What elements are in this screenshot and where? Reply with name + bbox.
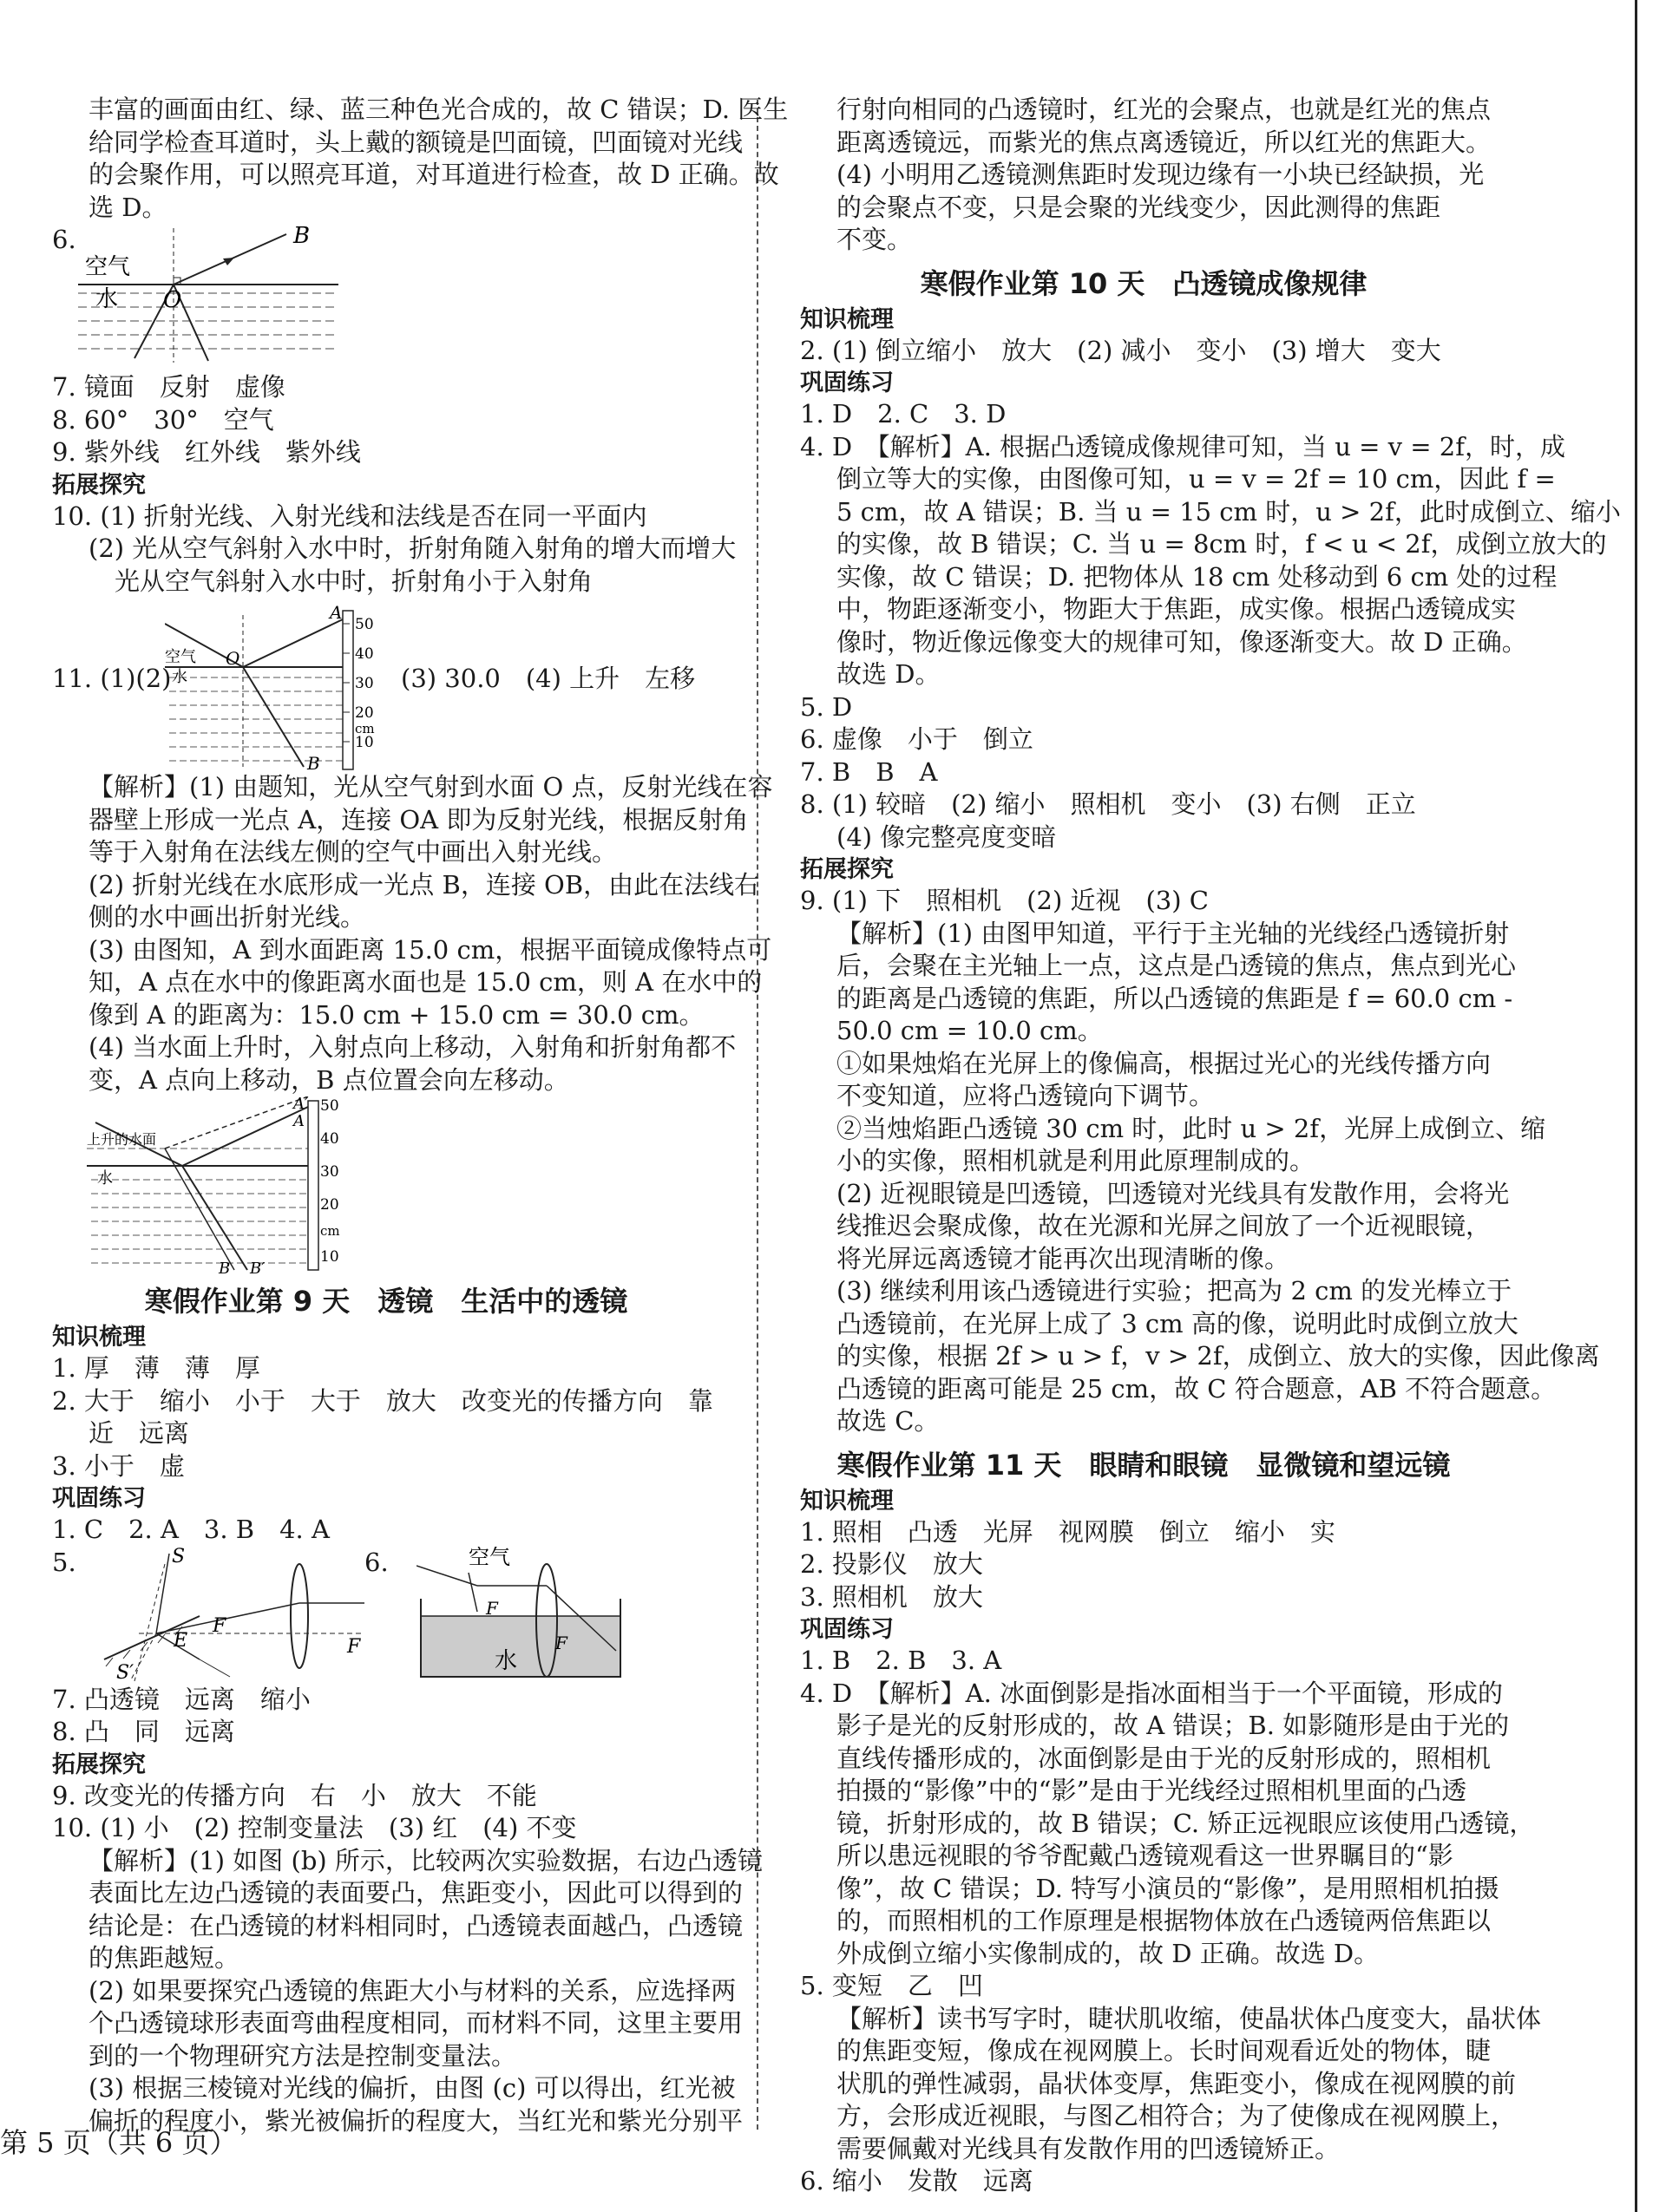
text-line: 行射向相同的凸透镜时，红光的会聚点，也就是红光的焦点 — [836, 95, 1492, 124]
section-heading: 知识梳理 — [800, 305, 894, 333]
focus-right-label: F — [347, 1635, 361, 1658]
answer-line: 3. 小于 虚 — [52, 1450, 185, 1481]
answer-line: 3. 照相机 放大 — [800, 1581, 983, 1612]
analysis-line: 像到 A 的距离为：15.0 cm + 15.0 cm = 30.0 cm。 — [89, 999, 705, 1030]
analysis-line: 【解析】读书写字时，睫状肌收缩，使晶状体凸度变大，晶状体 — [836, 2003, 1542, 2033]
tick-label: 50 — [355, 616, 374, 633]
analysis-line: 【解析】(1) 如图 (b) 所示，比较两次实验数据，右边凸透镜 — [89, 1845, 763, 1875]
air-label: 空气 — [165, 648, 196, 666]
analysis-line: 外成倒立缩小实像制成的，故 D 正确。故选 D。 — [836, 1938, 1380, 1968]
analysis-line: 凸透镜的距离可能是 25 cm，故 C 符合题意，AB 不符合题意。 — [836, 1373, 1557, 1404]
analysis-line: 倒立等大的实像，由图像可知，u = v = 2f = 10 cm，因此 f = — [836, 464, 1556, 494]
answer-line: 9. 紫外线 红外线 紫外线 — [52, 437, 361, 467]
analysis-line: 的实像，故 B 错误；C. 当 u = 8cm 时，f < u < 2f，成倒立放大的 — [836, 529, 1607, 559]
analysis-line: 小的实像，照相机就是利用此原理制成的。 — [836, 1146, 1315, 1175]
answer-line: 2. (1) 倒立缩小 放大 (2) 减小 变小 (3) 增大 变大 — [800, 335, 1441, 365]
text-line: 选 D。 — [89, 192, 167, 222]
answer-line: 7. 凸透镜 远离 缩小 — [52, 1684, 311, 1714]
text-line: 丰富的画面由红、绿、蓝三种色光合成的，故 C 错误；D. 医生 — [89, 95, 789, 124]
analysis-line: 线推迟会聚成像，故在光源和光屏之间放了一个近视眼镜， — [836, 1211, 1492, 1240]
answer-line: 2. 投影仪 放大 — [800, 1549, 983, 1579]
analysis-line: 侧的水中画出折射光线。 — [89, 902, 366, 932]
section-heading: 拓展探究 — [52, 471, 146, 499]
refraction-diagram — [78, 224, 338, 371]
point-e-label: E — [174, 1629, 188, 1652]
analysis-line: 镜，折射形成的，故 B 错误；C. 矫正远视眼应该使用凸透镜， — [836, 1808, 1535, 1838]
point-b-label: B — [307, 753, 320, 771]
tick-label: 40 — [355, 645, 374, 663]
analysis-line: 到的一个物理研究方法是控制变量法。 — [89, 2040, 517, 2071]
q11-diagram — [165, 598, 399, 771]
unit-label: cm — [355, 721, 375, 736]
point-o-label: O — [163, 287, 182, 313]
analysis-line: (4) 当水面上升时，入射点向上移动，入射角和折射角都不 — [89, 1032, 737, 1062]
analysis-line: 需要佩戴对光线具有发散作用的凹透镜矫正。 — [836, 2133, 1341, 2163]
analysis-line: ①如果烛焰在光屏上的像偏高，根据过光心的光线传播方向 — [836, 1048, 1492, 1078]
answer-line: 1. C 2. A 3. B 4. A — [52, 1515, 330, 1544]
answer-line: 1. 照相 凸透 光屏 视网膜 倒立 缩小 实 — [800, 1516, 1335, 1547]
q11-answer-suffix: (3) 30.0 (4) 上升 左移 — [401, 664, 696, 693]
analysis-line: (3) 由图知，A 到水面距离 15.0 cm，根据平面镜成像特点可 — [89, 934, 772, 965]
tick-label: 10 — [355, 734, 374, 751]
analysis-line: 像时，物近像远像变大的规律可知，像逐渐变大。故 D 正确。 — [836, 626, 1527, 657]
point-o-label: O — [226, 648, 240, 669]
day10-title: 寒假作业第 10 天 凸透镜成像规律 — [920, 266, 1368, 300]
analysis-line: 不变知道，应将凸透镜向下调节。 — [836, 1081, 1215, 1110]
q5-q6-figures — [52, 1547, 720, 1684]
water-label: 水 — [172, 668, 187, 686]
analysis-line: 变，A 点向上移动，B 点位置会向左移动。 — [89, 1064, 569, 1095]
point-a-label: A — [293, 1112, 305, 1130]
analysis-line: (3) 根据三棱镜对光线的偏折，由图 (c) 可以得出，红光被 — [89, 2073, 736, 2103]
analysis-line: 偏折的程度小，紫光被偏折的程度大，当红光和紫光分别平 — [89, 2105, 744, 2136]
air-label: 空气 — [85, 254, 131, 280]
answer-line: 9. (1) 下 照相机 (2) 近视 (3) C — [800, 886, 1209, 915]
analysis-line: 将光屏远离透镜才能再次出现清晰的像。 — [836, 1243, 1290, 1273]
point-a-prime-label: A′ — [293, 1096, 309, 1113]
answer-line: 近 远离 — [89, 1418, 190, 1448]
analysis-line: 凸透镜前，在光屏上成了 3 cm 高的像，说明此时成倒立放大 — [836, 1308, 1518, 1338]
tick-label: 20 — [355, 704, 374, 722]
left-column — [52, 94, 789, 2137]
column-divider — [757, 100, 758, 2130]
answer-line: 5. D — [800, 691, 853, 722]
page-edge — [1635, 0, 1637, 2212]
answer-line: 1. D 2. C 3. D — [800, 399, 1007, 429]
answer-line: 2. 大于 缩小 小于 大于 放大 改变光的传播方向 靠 — [52, 1385, 713, 1416]
right-column — [800, 94, 1621, 2198]
text-line: 的会聚作用，可以照亮耳道，对耳道进行检查，故 D 正确。故 — [89, 160, 779, 189]
day9-title: 寒假作业第 9 天 透镜 生活中的透镜 — [144, 1285, 628, 1318]
analysis-line: 器壁上形成一光点 A，连接 OA 即为反射光线，根据反射角 — [89, 804, 749, 834]
q6-lens-diagram — [416, 1547, 642, 1684]
point-b-prime-label: B′ — [250, 1260, 266, 1274]
answer-line: 10. (1) 小 (2) 控制变量法 (3) 红 (4) 不变 — [52, 1813, 577, 1842]
section-heading: 巩固练习 — [52, 1485, 146, 1512]
point-b-label: B — [219, 1260, 231, 1274]
analysis-line: 等于入射角在法线左侧的空气中画出入射光线。 — [89, 837, 618, 867]
page-footer: 第 5 页（共 6 页） — [0, 2126, 238, 2159]
analysis-line: 像”，故 C 错误；D. 特写小演员的“影像”，是用照相机拍摄 — [836, 1873, 1499, 1903]
answer-line: 4. D 【解析】A. 根据凸透镜成像规律可知，当 u = v = 2f，时，成 — [800, 431, 1565, 461]
analysis-line: (2) 如果要探究凸透镜的焦距大小与材料的关系，应选择两 — [89, 1975, 737, 2006]
analysis-line: 直线传播形成的，冰面倒影是由于光的反射形成的，照相机 — [836, 1743, 1492, 1773]
answer-line: 7. B B A — [800, 756, 938, 787]
q5-diagram — [87, 1547, 373, 1684]
text-line: 不变。 — [836, 225, 913, 254]
answer-line: 6. 缩小 发散 远离 — [800, 2166, 1033, 2196]
analysis-line: 的实像，根据 2f > u > f，v > 2f，成倒立、放大的实像，因此像离 — [836, 1341, 1600, 1371]
analysis-line: (2) 折射光线在水底形成一光点 B，连接 OB，由此在法线右 — [89, 869, 760, 900]
point-a-label: A — [330, 602, 343, 623]
section-heading: 拓展探究 — [52, 1751, 146, 1778]
analysis-line: 的焦距变短，像成在视网膜上。长时间观看近处的物体，睫 — [836, 2036, 1492, 2065]
analysis-line: 知，A 点在水中的像距离水面也是 15.0 cm，则 A 在水中的 — [89, 967, 763, 997]
analysis-line: 后，会聚在主光轴上一点，这点是凸透镜的焦点，焦点到光心 — [836, 951, 1517, 980]
analysis-line: 5 cm，故 A 错误；B. 当 u = 15 cm 时，u > 2f，此时成倒立、缩小 — [836, 496, 1621, 527]
q6-figure — [52, 224, 720, 371]
answer-line: 7. 镜面 反射 虚像 — [52, 372, 285, 402]
section-heading: 巩固练习 — [800, 370, 894, 396]
analysis-line: 状肌的弹性减弱，晶状体变厚，焦距变小，像成在视网膜的前 — [836, 2068, 1517, 2098]
analysis-line: 影子是光的反射形成的，故 A 错误；B. 如影随形是由于光的 — [836, 1711, 1510, 1740]
focus-right-label: F — [555, 1632, 567, 1653]
water-label: 水 — [97, 1169, 113, 1188]
focus-left-label: F — [486, 1597, 498, 1619]
tick-label: 50 — [320, 1097, 339, 1115]
text-line: 距离透镜远，而紫光的焦点离透镜近，所以红光的焦距大。 — [836, 127, 1492, 157]
answer-line: 8. 60° 30° 空气 — [52, 404, 274, 435]
q11-answer-figure — [52, 598, 720, 771]
analysis-line: 的，而照相机的工作原理是根据物体放在凸透镜两倍焦距以 — [836, 1906, 1492, 1935]
analysis-line: 方，会形成近视眼，与图乙相符合；为了使像成在视网膜上， — [836, 2101, 1517, 2130]
q11-answer-prefix: 11. (1)(2) — [52, 664, 172, 693]
day11-title: 寒假作业第 11 天 眼睛和眼镜 显微镜和望远镜 — [836, 1448, 1451, 1482]
q5-number: 5. — [52, 1547, 76, 1577]
answer-line: 8. (1) 较暗 (2) 缩小 照相机 变小 (3) 右侧 正立 — [800, 789, 1416, 819]
tick-label: 20 — [320, 1196, 339, 1214]
analysis-line: 的距离是凸透镜的焦距，所以凸透镜的焦距是 f = 60.0 cm - — [836, 983, 1513, 1013]
analysis-line: (3) 继续利用该凸透镜进行实验；把高为 2 cm 的发光棒立于 — [836, 1276, 1512, 1306]
analysis-line: 50.0 cm = 10.0 cm。 — [836, 1016, 1103, 1045]
analysis-line: (2) 近视眼镜是凹透镜，凹透镜对光线具有发散作用，会将光 — [836, 1178, 1510, 1208]
analysis-line: 故选 D。 — [836, 659, 941, 689]
analysis-line: 拍摄的“影像”中的“影”是由于光线经过照相机里面的凸透 — [836, 1776, 1467, 1805]
answer-line: 10. (1) 折射光线、入射光线和法线是否在同一平面内 — [52, 501, 647, 531]
analysis-line: 【解析】(1) 由图甲知道，平行于主光轴的光线经凸透镜折射 — [836, 918, 1510, 948]
answer-line: (4) 像完整亮度变暗 — [836, 821, 1057, 852]
tick-label: 30 — [320, 1163, 339, 1181]
tick-label: 40 — [320, 1130, 339, 1148]
q11-rising-water-figure — [52, 1096, 720, 1274]
text-line: 给同学检查耳道时，头上戴的额镜是凹面镜，凹面镜对光线 — [89, 127, 744, 157]
section-heading: 巩固练习 — [800, 1616, 894, 1643]
tick-label: 10 — [320, 1248, 339, 1266]
analysis-line: 中，物距逐渐变小，物距大于焦距，成实像。根据凸透镜成实 — [836, 594, 1517, 624]
answer-line: (2) 光从空气斜射入水中时，折射角随入射角的增大而增大 — [89, 533, 737, 563]
analysis-line: 表面比左边凸透镜的表面要凸，焦距变小，因此可以得到的 — [89, 1878, 744, 1908]
section-heading: 知识梳理 — [52, 1324, 146, 1351]
rising-water-label: 上升的水面 — [87, 1131, 157, 1148]
answer-line: 9. 改变光的传播方向 右 小 放大 不能 — [52, 1780, 537, 1810]
answer-line: 1. 厚 薄 薄 厚 — [52, 1353, 260, 1383]
text-line: 的会聚点不变，只是会聚的光线变少，因此测得的焦距 — [836, 192, 1441, 222]
text-line: (4) 小明用乙透镜测焦距时发现边缘有一小块已经缺损，光 — [836, 160, 1485, 189]
q6-number: 6. — [364, 1547, 389, 1577]
q11-rising-diagram — [87, 1096, 373, 1274]
focus-left-label: F — [213, 1614, 226, 1637]
analysis-line: 故选 C。 — [836, 1406, 940, 1436]
answer-line: 8. 凸 同 远离 — [52, 1717, 235, 1746]
analysis-line: 【解析】(1) 由题知，光从空气射到水面 O 点，反射光线在容 — [89, 772, 773, 802]
answer-line: 6. 虚像 小于 倒立 — [800, 724, 1033, 754]
water-label: 水 — [495, 1647, 518, 1674]
water-label: 水 — [95, 286, 119, 312]
answer-line: 光从空气斜射入水中时，折射角小于入射角 — [115, 566, 594, 596]
analysis-line: 所以患远视眼的爷爷配戴凸透镜观看这一世界瞩目的“影 — [836, 1841, 1453, 1870]
point-s-label: S — [172, 1546, 186, 1567]
unit-label: cm — [320, 1223, 340, 1239]
analysis-line: 的焦距越短。 — [89, 1943, 240, 1973]
q6-number: 6. — [52, 225, 76, 254]
analysis-line: 结论是：在凸透镜的材料相同时，凸透镜表面越凸，凸透镜 — [89, 1910, 744, 1940]
section-heading: 拓展探究 — [800, 856, 894, 883]
answer-line: 1. B 2. B 3. A — [800, 1646, 1002, 1675]
air-label: 空气 — [469, 1546, 510, 1569]
tick-label: 30 — [355, 675, 374, 692]
answer-line: 4. D 【解析】A. 冰面倒影是指冰面相当于一个平面镜，形成的 — [800, 1678, 1504, 1708]
point-b-label: B — [293, 224, 311, 249]
analysis-line: 个凸透镜球形表面弯曲程度相同，而材料不同，这里主要用 — [89, 2008, 744, 2038]
analysis-line: ②当烛焰距凸透镜 30 cm 时，此时 u > 2f，光屏上成倒立、缩 — [836, 1113, 1546, 1143]
answer-line: 5. 变短 乙 凹 — [800, 1971, 983, 2000]
section-heading: 知识梳理 — [800, 1487, 894, 1515]
point-s-prime-label: S′ — [116, 1661, 134, 1684]
analysis-line: 实像，故 C 错误；D. 把物体从 18 cm 处移动到 6 cm 处的过程 — [836, 561, 1558, 592]
